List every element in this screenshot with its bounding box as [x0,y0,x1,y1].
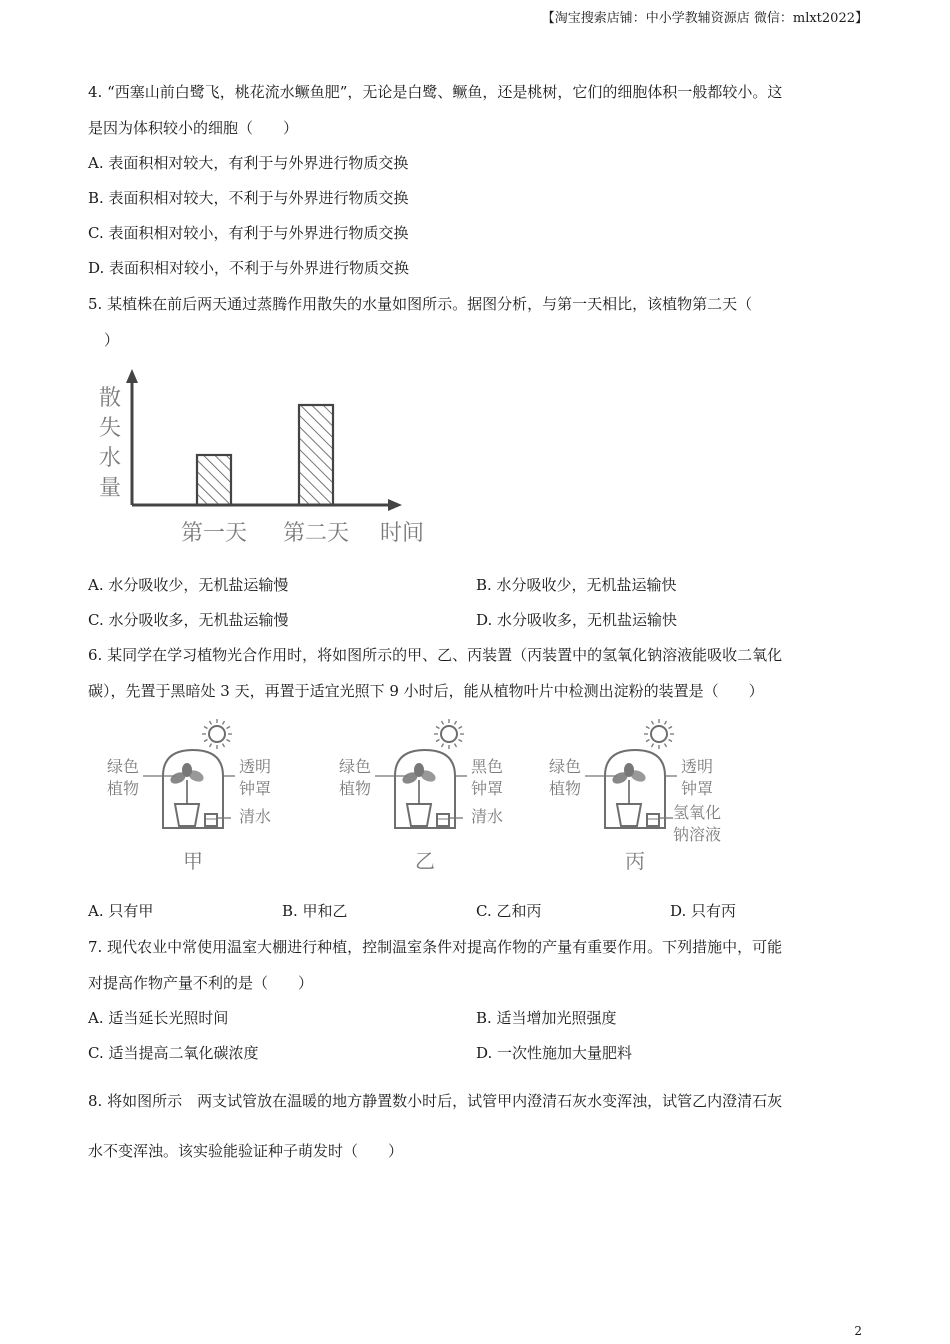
sun-icon [644,719,674,749]
q7-option-b: B. 适当增加光照强度 [476,1009,617,1027]
apparatus-name: 甲 [183,849,203,873]
plant-icon [611,763,648,804]
q8-stem-line1: 8. 将如图所示 两支试管放在温暖的地方静置数小时后，试管甲内澄清石灰水变浑浊，试管乙内澄清石灰 [88,1092,783,1110]
label-right-1: 透明 [680,757,714,776]
plant-icon [169,763,206,804]
plant-pot [617,804,641,826]
q4-stem-line1: 4. “西塞山前白鹭飞，桃花流水鳜鱼肥”，无论是白鹭、鳜鱼，还是桃树，它们的细胞体积一般都较小。这 [88,83,783,101]
q7-option-a: A. 适当延长光照时间 [88,1009,229,1027]
photosynthesis-apparatus-figure [95,718,745,883]
x-tick-label-1: 第一天 [180,521,248,546]
q4-option-b: B. 表面积相对较大，不利于与外界进行物质交换 [88,189,409,207]
apparatus-3 [549,719,721,873]
label-right-3: 清水 [238,807,272,826]
q4-stem-line2: 是因为体积较小的细胞（ ） [88,119,299,137]
label-right-1: 透明 [238,757,272,776]
beaker [647,814,659,826]
plant-icon [401,763,438,804]
label-right-4: 钠溶液 [672,825,722,844]
q6-option-c: C. 乙和丙 [476,902,542,920]
q6-stem-line1: 6. 某同学在学习植物光合作用时，将如图所示的甲、乙、丙装置（丙装置中的氢氧化钠溶液能吸收二氧化 [88,646,783,664]
q5-stem-line1: 5. 某植株在前后两天通过蒸腾作用散失的水量如图所示。据图分析，与第一天相比，该植物第二天（ [88,295,753,313]
apparatus-name: 丙 [625,849,645,873]
label-right-2: 钟罩 [470,779,504,798]
x-axis-arrow [388,499,402,511]
sun-icon [202,719,232,749]
y-axis-arrow [126,369,138,383]
page-number: 2 [854,1324,862,1338]
bar-1 [197,455,231,505]
q4-option-c: C. 表面积相对较小，有利于与外界进行物质交换 [88,224,409,242]
x-axis-label: 时间 [379,521,425,546]
beaker [437,814,449,826]
label-right-2: 钟罩 [680,779,714,798]
q6-stem-line2: 碳），先置于黑暗处 3 天，再置于适宜光照下 9 小时后，能从植物叶片中检测出淀粉的装置是（ ） [88,682,764,700]
y-axis-label-char: 散 [98,386,122,411]
q5-stem-line2: ） [104,331,120,349]
bell-jar [395,750,455,828]
y-axis-label-char: 失 [98,416,122,441]
q5-option-c: C. 水分吸收多，无机盐运输慢 [88,611,289,629]
plant-pot [407,804,431,826]
q5-option-b: B. 水分吸收少，无机盐运输快 [476,576,677,594]
transpiration-bar-chart [90,365,440,560]
apparatus-name: 乙 [415,849,435,873]
x-tick-label-2: 第二天 [282,521,350,546]
q6-option-b: B. 甲和乙 [282,902,348,920]
plant-pot [175,804,199,826]
q4-option-a: A. 表面积相对较大，有利于与外界进行物质交换 [88,154,409,172]
label-left-line1: 绿色 [548,757,582,776]
bell-jar [605,750,665,828]
beaker [205,814,217,826]
q7-option-c: C. 适当提高二氧化碳浓度 [88,1044,259,1062]
y-axis-label-char: 量 [98,476,122,501]
q8-stem-line2: 水不变浑浊。该实验能验证种子萌发时（ ） [88,1142,404,1160]
q6-option-a: A. 只有甲 [88,902,154,920]
apparatus-1 [107,719,271,873]
y-axis-label-char: 水 [98,446,122,471]
bell-jar [163,750,223,828]
label-right-3: 清水 [470,807,504,826]
page-header: 【淘宝搜索店铺：中小学教辅资源店 微信：mlxt2022】 [541,11,868,26]
label-right-1: 黑色 [470,757,504,776]
label-left-line1: 绿色 [106,757,140,776]
label-right-2: 钟罩 [238,779,272,798]
q5-option-a: A. 水分吸收少，无机盐运输慢 [88,576,289,594]
label-left-line2: 植物 [338,779,372,798]
sun-icon [434,719,464,749]
label-left-line2: 植物 [106,779,140,798]
label-right-3: 氢氧化 [672,803,722,822]
label-left-line2: 植物 [548,779,582,798]
q7-stem-line1: 7. 现代农业中常使用温室大棚进行种植，控制温室条件对提高作物的产量有重要作用。下列措施中，可能 [88,938,783,956]
label-left-line1: 绿色 [338,757,372,776]
y-axis-label [99,386,121,501]
q4-option-d: D. 表面积相对较小，不利于与外界进行物质交换 [88,259,410,277]
q5-option-d: D. 水分吸收多，无机盐运输快 [476,611,678,629]
q7-stem-line2: 对提高作物产量不利的是（ ） [88,974,314,992]
apparatus-2 [339,719,503,873]
q7-option-d: D. 一次性施加大量肥料 [476,1044,633,1062]
bar-2 [299,405,333,505]
q6-option-d: D. 只有丙 [670,902,737,920]
